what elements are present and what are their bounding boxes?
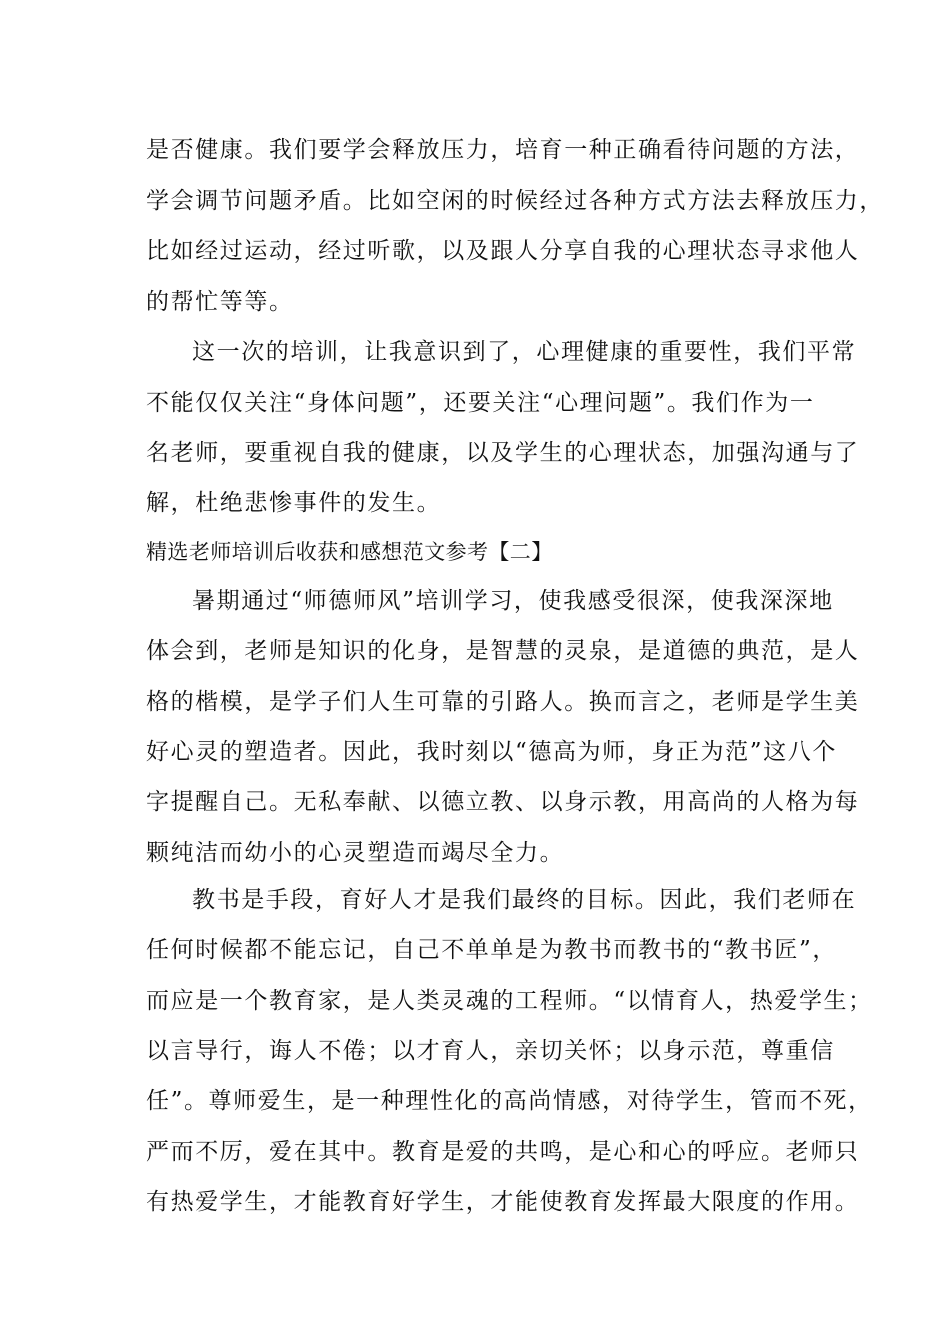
paragraph-line: 任何时候都不能忘记，自己不单单是为教书而教书的“教书匠”， <box>146 937 837 963</box>
paragraph-line: 这一次的培训，让我意识到了，心理健康的重要性，我们平常 <box>192 339 857 365</box>
paragraph-line: 字提醒自己。无私奉献、以德立教、以身示教，用高尚的人格为每 <box>146 789 860 815</box>
paragraph-line: 名老师，要重视自我的健康，以及学生的心理状态，加强沟通与了 <box>146 440 860 466</box>
paragraph-line: 体会到，老师是知识的化身，是智慧的灵泉，是道德的典范，是人 <box>146 638 860 664</box>
paragraph-line: 学会调节问题矛盾。比如空闲的时候经过各种方式方法去释放压力， <box>146 188 884 214</box>
paragraph-line: 有热爱学生，才能教育好学生，才能使教育发挥最大限度的作用。 <box>146 1189 860 1215</box>
paragraph-line: 是否健康。我们要学会释放压力，培育一种正确看待问题的方法， <box>146 137 860 163</box>
paragraph-line: 教书是手段，育好人才是我们最终的目标。因此，我们老师在 <box>192 887 857 913</box>
paragraph-line: 比如经过运动，经过听歌，以及跟人分享自我的心理状态寻求他人 <box>146 238 860 264</box>
paragraph-line: 严而不厉，爱在其中。教育是爱的共鸣，是心和心的呼应。老师只 <box>146 1139 860 1165</box>
paragraph-line: 任”。尊师爱生，是一种理性化的高尚情感，对待学生，管而不死， <box>146 1088 873 1114</box>
paragraph-line: 解，杜绝悲惨事件的发生。 <box>146 490 442 516</box>
paragraph-line: 暑期通过“师德师风”培训学习，使我感受很深，使我深深地 <box>192 588 834 614</box>
paragraph-line: 不能仅仅关注“身体问题”，还要关注“心理问题”。我们作为一 <box>146 390 815 416</box>
paragraph-line: 的帮忙等等。 <box>146 289 294 315</box>
section-heading: 精选老师培训后收获和感想范文参考【二】 <box>146 540 553 564</box>
paragraph-line: 格的楷模，是学子们人生可靠的引路人。换而言之，老师是学生美 <box>146 689 860 715</box>
paragraph-line: 好心灵的塑造者。因此，我时刻以“德高为师，身正为范”这八个 <box>146 739 837 765</box>
paragraph-line: 而应是一个教育家，是人类灵魂的工程师。“以情育人，热爱学生； <box>146 988 873 1014</box>
paragraph-line: 以言导行，诲人不倦；以才育人，亲切关怀；以身示范，尊重信 <box>146 1038 835 1064</box>
paragraph-line: 颗纯洁而幼小的心灵塑造而竭尽全力。 <box>146 840 565 866</box>
